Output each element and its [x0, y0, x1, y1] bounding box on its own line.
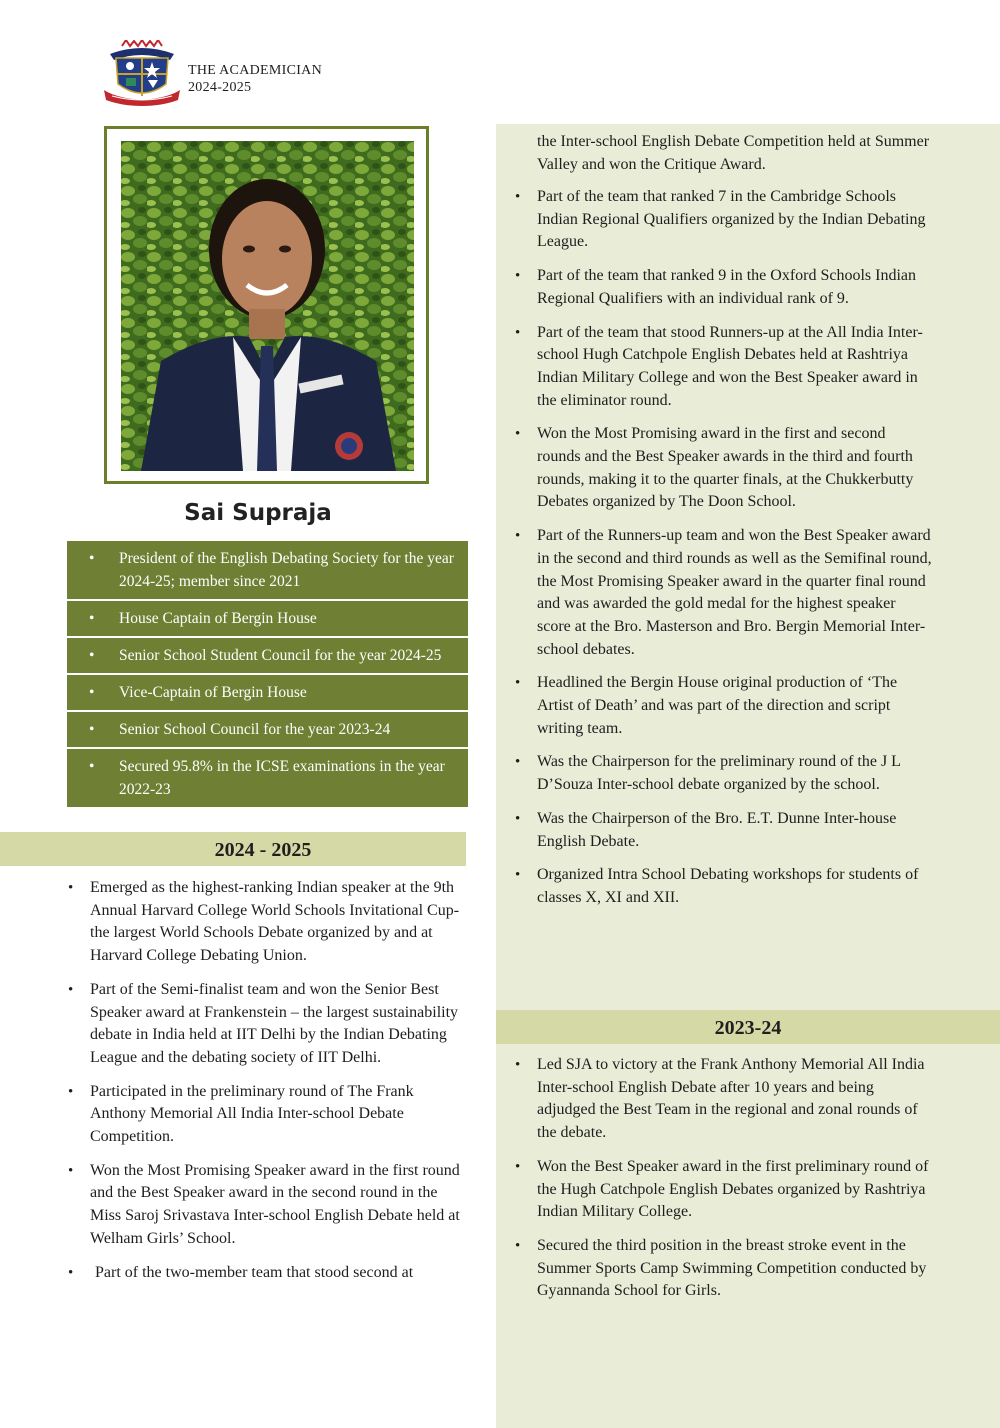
list-item: • Participated in the preliminary round of The Frank Anthony Memorial All India Inter-school Debate Competition. — [90, 1081, 466, 1149]
section-heading-2023-24: 2023-24 — [496, 1010, 1000, 1044]
list-item: • Part of the team that ranked 7 in the Cambridge Schools Indian Regional Qualifiers organized by the Indian Debating League. — [537, 186, 932, 254]
highlight-item: • President of the English Debating Society for the year 2024-25; member since 2021 — [67, 541, 468, 601]
list-item: • Emerged as the highest-ranking Indian speaker at the 9th Annual Harvard College World Schools Invitational Cup- the largest World Schools Debate organized by and at Harvard College Debating Union. — [90, 877, 466, 968]
list-item: • Part of the two-member team that stood second at — [90, 1262, 466, 1285]
list-item: • Organized Intra School Debating workshops for students of classes X, XI and XII. — [537, 864, 932, 909]
highlight-item: • Vice-Captain of Bergin House — [67, 675, 468, 712]
portrait-frame — [104, 126, 429, 484]
list-item: • Won the Best Speaker award in the first preliminary round of the Hugh Catchpole English Debates organized by Rashtriya Indian Military College. — [537, 1156, 932, 1224]
list-item: • Part of the team that stood Runners-up at the All India Inter-school Hugh Catchpole English Debates held at Rashtriya Indian Military College and won the Best Speaker award in the eliminator round. — [537, 322, 932, 413]
list-item: • Won the Most Promising Speaker award in the first round and the Best Speaker award in the second round in the Miss Saroj Srivastava Inter-school English Debate held at Welham Girls’ School. — [90, 1160, 466, 1251]
highlight-item: • Senior School Student Council for the year 2024-25 — [67, 638, 468, 675]
highlight-item: • Secured 95.8% in the ICSE examinations in the year 2022-23 — [67, 749, 468, 807]
highlights-box — [67, 541, 468, 807]
list-item: • Secured the third position in the breast stroke event in the Summer Sports Camp Swimming Competition conducted by Gyannanda School for Girls. — [537, 1235, 932, 1303]
list-item: • Part of the Runners-up team and won the Best Speaker award in the second and third rounds as well as the Semifinal round, the Most Promising Speaker award in the quarter final round and was awarded the gold medal for the highest speaker score at the Bro. Masterson and Bro. Bergin Memorial Inter-school debates. — [537, 525, 932, 661]
achievements-list-2024-part1 — [90, 877, 466, 1295]
publication-title: THE ACADEMICIAN — [188, 63, 322, 78]
student-portrait-photo — [121, 141, 414, 471]
list-item: • Won the Most Promising award in the first and second rounds and the Best Speaker awards in the third and fourth rounds, making it to the quarter finals, at the Chukkerbutty Debates organized by The Doon School. — [537, 423, 932, 514]
highlight-item: • House Captain of Bergin House — [67, 601, 468, 638]
achievements-list-2023 — [537, 1054, 932, 1314]
school-crest-logo — [102, 40, 182, 108]
publication-year: 2024-2025 — [188, 80, 252, 95]
continued-list-item-text: the Inter-school English Debate Competition held at Summer Valley and won the Critique Award. — [537, 133, 930, 173]
list-item: • Was the Chairperson of the Bro. E.T. Dunne Inter-house English Debate. — [537, 808, 932, 853]
list-item: • Part of the team that ranked 9 in the Oxford Schools Indian Regional Qualifiers with an individual rank of 9. — [537, 265, 932, 310]
page-header — [102, 40, 362, 110]
highlight-item: • Senior School Council for the year 2023-24 — [67, 712, 468, 749]
section-heading-2024-2025: 2024 - 2025 — [0, 832, 466, 866]
list-item: • Part of the Semi-finalist team and won the Senior Best Speaker award at Frankenstein – the largest sustainability debate in India held at IIT Delhi by the Indian Debating League and the debating society of IIT Delhi. — [90, 979, 466, 1070]
list-item: • Headlined the Bergin House original production of ‘The Artist of Death’ and was part of the direction and script writing team. — [537, 672, 932, 740]
list-item: • Was the Chairperson for the preliminary round of the J L D’Souza Inter-school debate organized by the school. — [537, 751, 932, 796]
achievements-list-2024-part2 — [537, 186, 932, 921]
list-item: • Led SJA to victory at the Frank Anthony Memorial All India Inter-school English Debate after 10 years and being adjudged the Best Team in the regional and zonal rounds of the debate. — [537, 1054, 932, 1145]
student-name: Sai Supraja — [184, 500, 332, 526]
